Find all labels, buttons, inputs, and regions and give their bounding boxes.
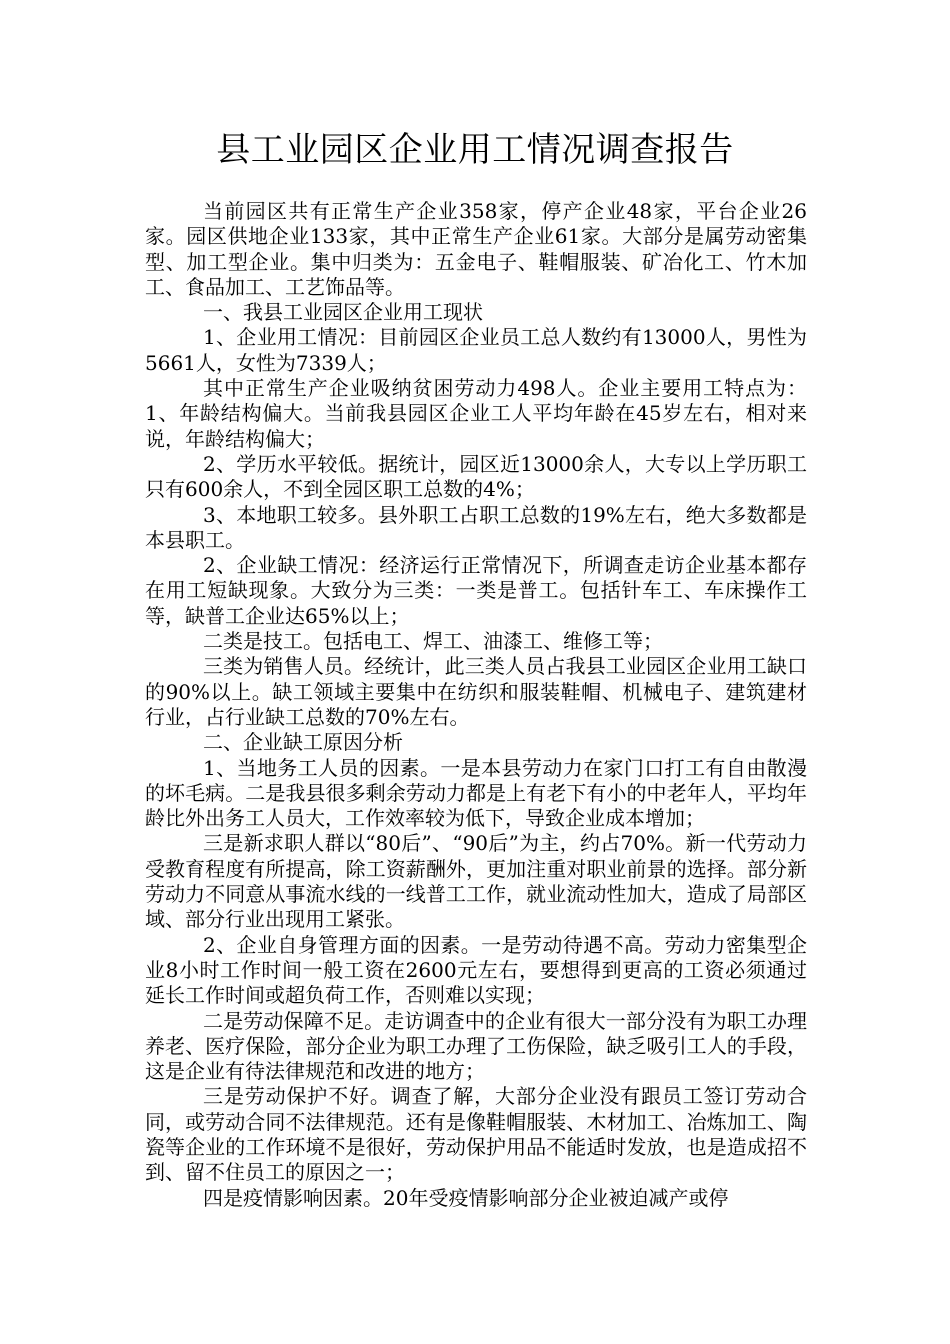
- paragraph-labor-protection: 三是劳动保护不好。调查了解，大部分企业没有跟员工签订劳动合同，或劳动合同不法律规范。还有是像鞋帽服装、木材加工、冶炼加工、陶瓷等企业的工作环境不是很好，劳动保护用品不能适时发放，也是造成招不到、留不住员工的原因之一；: [145, 1084, 807, 1185]
- paragraph-local-worker-factors: 1、当地务工人员的因素。一是本县劳动力在家门口打工有自由散漫的坏毛病。二是我县很多剩余劳动力都是上有老下有小的中老年人，平均年龄比外出务工人员大，工作效率较为低下，导致企业成本增加；: [145, 755, 807, 831]
- section-heading-current-status: 一、我县工业园区企业用工现状: [203, 300, 483, 325]
- paragraph-labor-shortage: 2、企业缺工情况：经济运行正常情况下，所调查走访企业基本都存在用工短缺现象。大致分为三类：一类是普工。包括针车工、车床操作工等，缺普工企业达65%以上；: [145, 553, 807, 628]
- paragraph-skilled-workers: 二类是技工。包括电工、焊工、油漆工、维修工等；: [203, 629, 663, 654]
- paragraph-education-level: 2、学历水平较低。据统计，园区近13000余人，大专以上学历职工只有600余人，不到全园区职工总数的4%；: [145, 451, 807, 502]
- paragraph-employment-features: 其中正常生产企业吸纳贫困劳动力498人。企业主要用工特点为：1、年龄结构偏大。当前我县园区企业工人平均年龄在45岁左右，相对来说，年龄结构偏大；: [145, 376, 807, 451]
- document-body: [145, 199, 807, 1211]
- paragraph-intro: 当前园区共有正常生产企业358家，停产企业48家，平台企业26家。园区供地企业133家，其中正常生产企业61家。大部分是属劳动密集型、加工型企业。集中归类为：五金电子、鞋帽服装、矿冶化工、竹木加工、食品加工、工艺饰品等。: [145, 199, 807, 299]
- document-title: 县工业园区企业用工情况调查报告: [216, 130, 734, 170]
- paragraph-epidemic-impact: 四是疫情影响因素。20年受疫情影响部分企业被迫减产或停: [203, 1185, 729, 1210]
- paragraph-management-factors: 2、企业自身管理方面的因素。一是劳动待遇不高。劳动力密集型企业8小时工作时间一般工资在2600元左右，要想得到更高的工资必须通过延长工作时间或超负荷工作，否则难以实现；: [145, 932, 807, 1008]
- paragraph-sales-staff: 三类为销售人员。经统计，此三类人员占我县工业园区企业用工缺口的90%以上。缺工领域主要集中在纺织和服装鞋帽、机械电子、建筑建材行业，占行业缺工总数的70%左右。: [145, 654, 807, 729]
- paragraph-employment-status: 1、企业用工情况：目前园区企业员工总人数约有13000人，男性为5661人，女性为7339人；: [145, 325, 807, 375]
- section-heading-cause-analysis: 二、企业缺工原因分析: [203, 730, 403, 755]
- paragraph-new-job-seekers: 三是新求职人群以“80后”、“90后”为主，约占70%。新一代劳动力受教育程度有所提高，除工资薪酬外，更加注重对职业前景的选择。部分新劳动力不同意从事流水线的一线普工工作，就业流动性加大，造成了局部区域、部分行业出现用工紧张。: [145, 831, 807, 932]
- paragraph-labor-security: 二是劳动保障不足。走访调查中的企业有很大一部分没有为职工办理养老、医疗保险，部分企业为职工办理了工伤保险，缺乏吸引工人的手段，这是企业有待法律规范和改进的地方；: [145, 1008, 807, 1084]
- paragraph-local-workers: 3、本地职工较多。县外职工占职工总数的19%左右，绝大多数都是本县职工。: [145, 502, 807, 552]
